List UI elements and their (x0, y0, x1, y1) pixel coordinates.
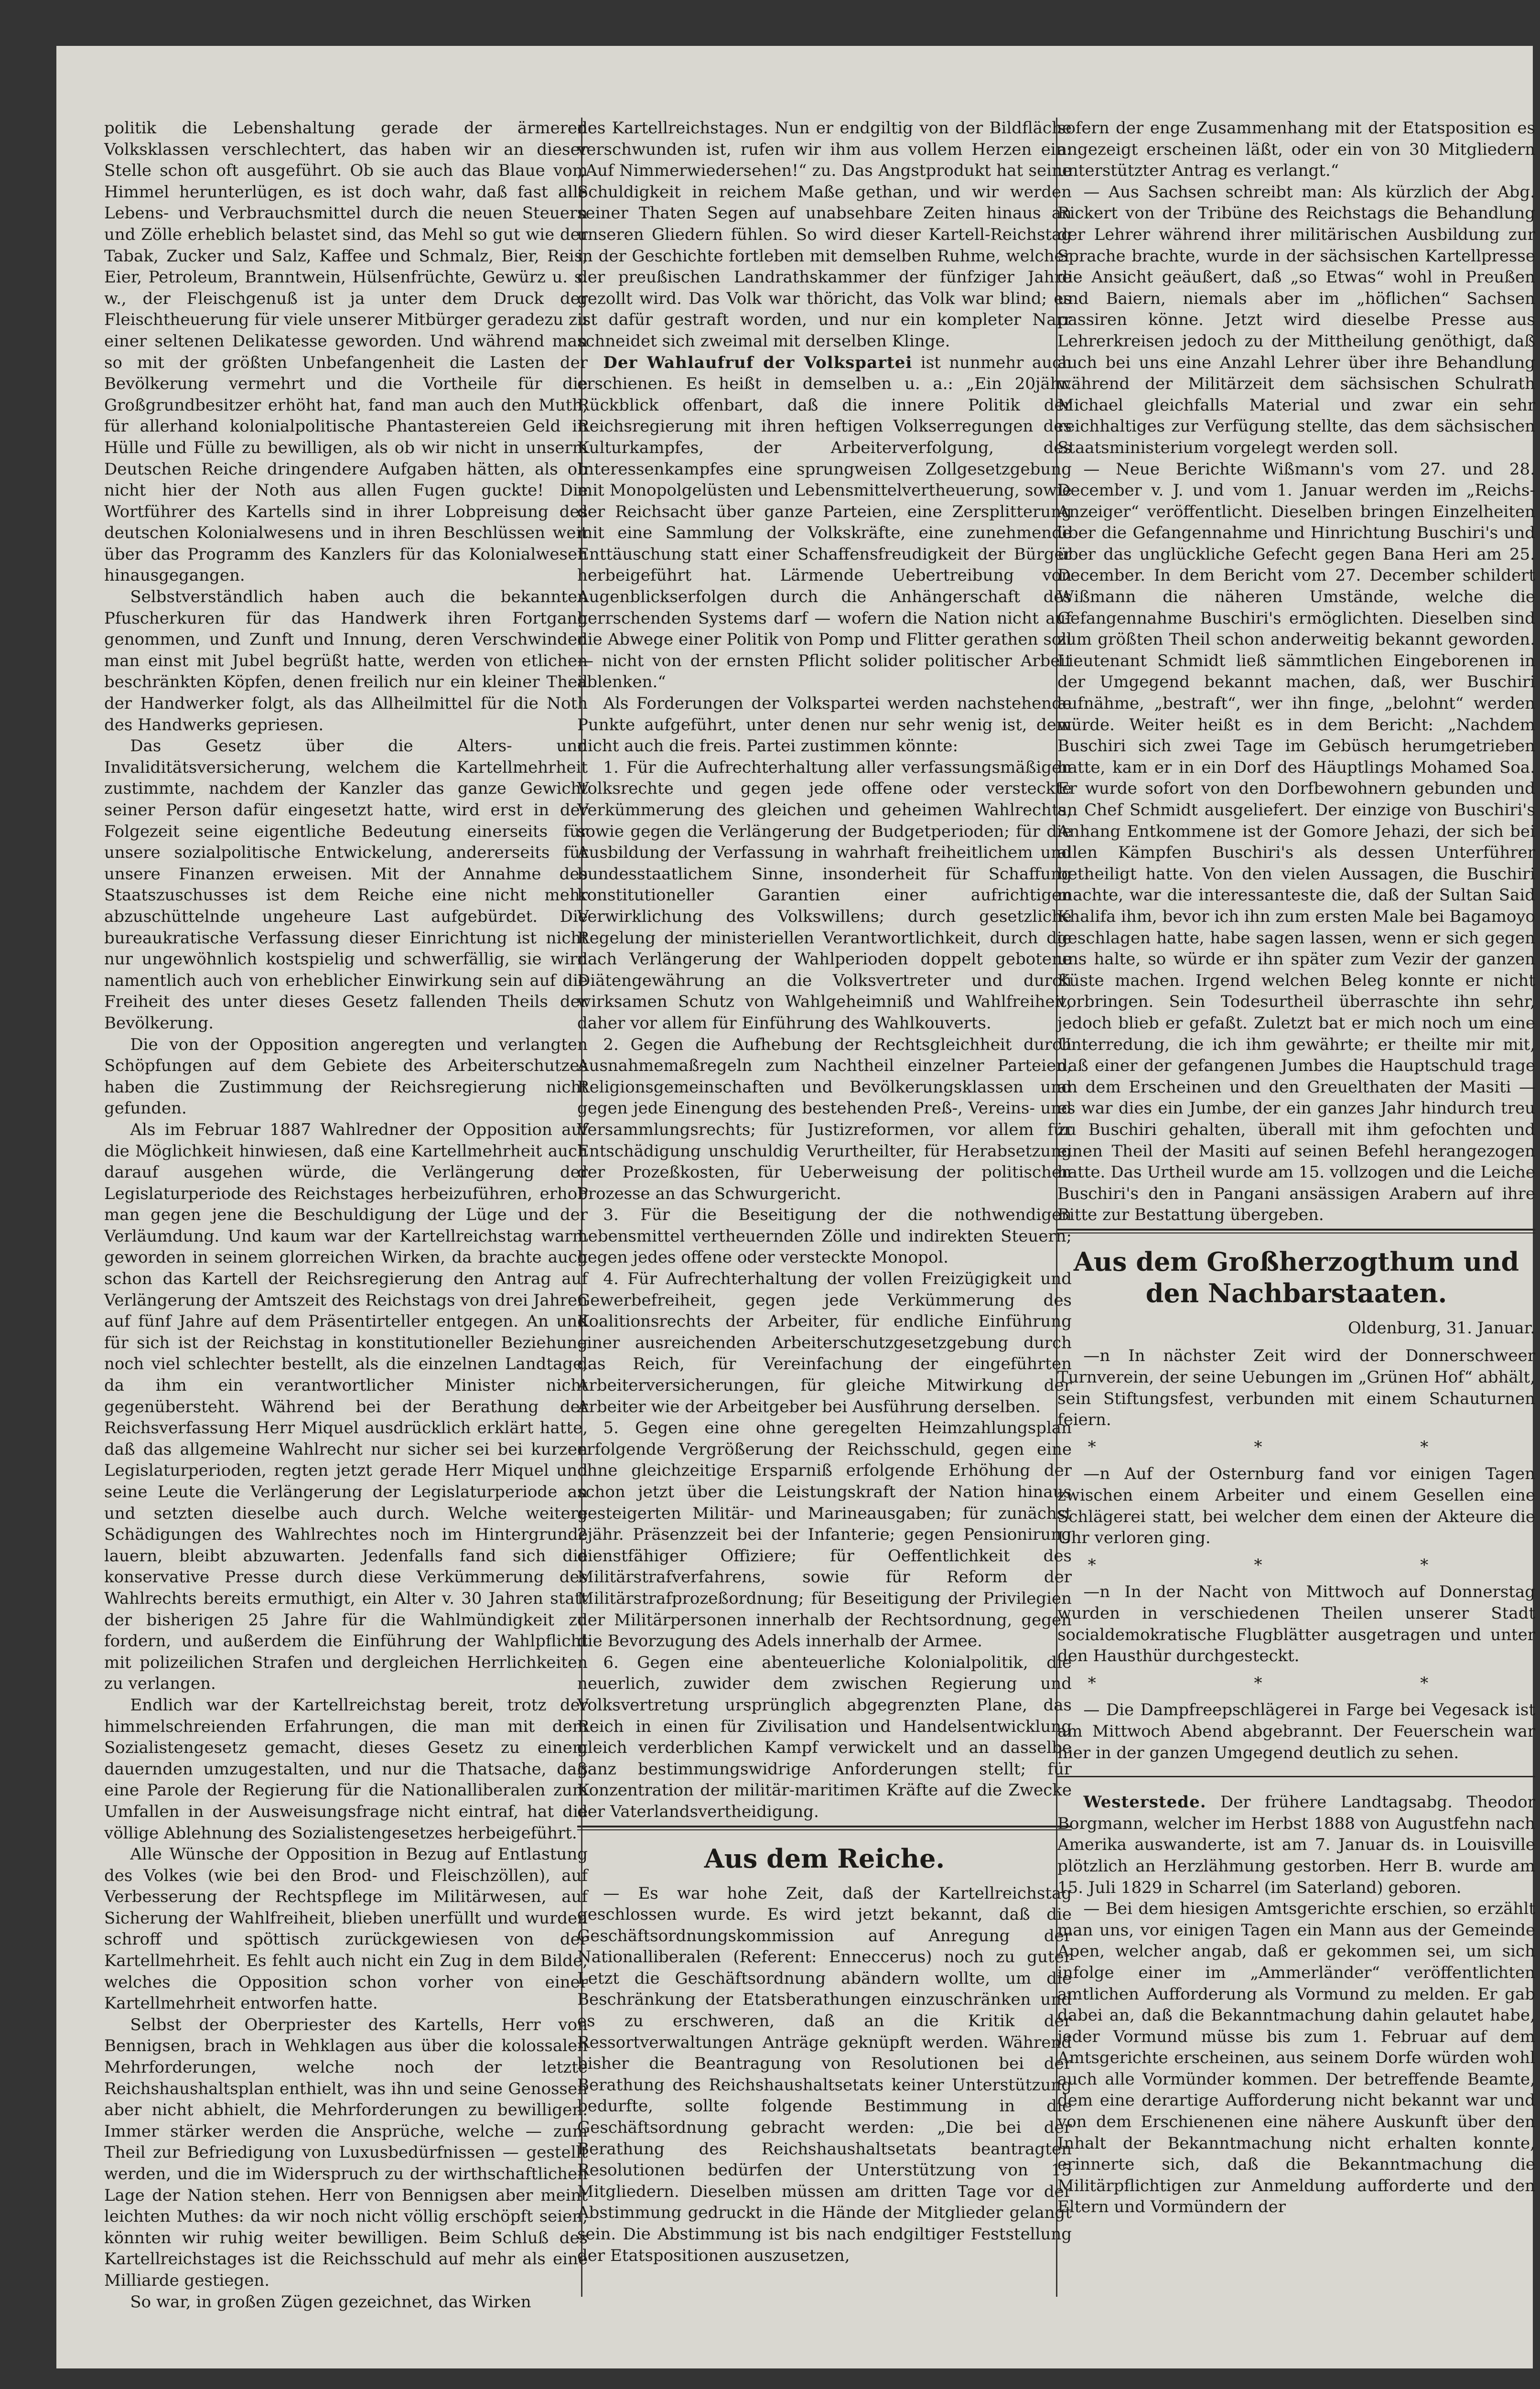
paragraph: — Es war hohe Zeit, daß der Kartellreichstag geschlossen wurde. Es wird jetzt bekannt, daß die Geschäftsordnungskommission auf Anregung der Nationalliberalen (Referent: Enneccerus) noch zu guter Letzt die Geschäftsordnung abändern wollte, um die Beschränkung der Etatsberathungen einzuschränken und es zu erschweren, daß an die Kritik der Ressortverwaltungen Anträge geknüpft werden. Während bisher die Beantragung von Resolutionen bei der Berathung des Reichshaushaltsetats keiner Unterstützung bedurfte, sollte folgende Bestimmung in die Geschäftsordnung gebracht werden: „Die bei der Berathung des Reichshaushaltsetats beantragten Resolutionen bedürfen der Unterstützung von 15 Mitgliedern. Dieselben müssen am dritten Tage vor der Abstimmung gedruckt in die Hände der Mitglieder gelangt sein. Die Abstimmung ist bis nach endgiltiger Feststellung der Etatspositionen auszusetzen, (577, 1883, 1072, 2265)
column-3 (1057, 118, 1535, 2297)
paragraph: Endlich war der Kartellreichstag bereit, trotz der himmelschreienden Erfahrungen, die man mit dem Sozialistengesetz gemacht, dieses Gesetz zu einem dauernden umzugestalten, und nur die Thatsache, daß eine Parole der Regierung für die Nationalliberalen zum Umfallen in der Ausweisungsfrage nicht eintraf, hat die völlige Ablehnung des Sozialistengesetzes herbeigeführt. (104, 1695, 588, 1843)
paragraph: — Aus Sachsen schreibt man: Als kürzlich der Abg. Rickert von der Tribüne des Reichstags die Behandlung der Lehrer während ihrer militärischen Ausbildung zur Sprache brachte, wurde in der sächsischen Kartellpresse die Ansicht geäußert, daß „so Etwas“ wohl in Preußen und Baiern, niemals aber im „höflichen“ Sachsen passiren könne. Jetzt wird dieselbe Presse aus Lehrerkreisen jedoch zu der Mittheilung genöthigt, daß auch bei uns eine Anzahl Lehrer über ihre Behandlung während der Militärzeit dem sächsischen Schulrath Michael gleichfalls Material und zwar ein sehr reichhaltiges zur Verfügung stellte, das dem sächsischen Staatsministerium vorgelegt werden soll. (1057, 182, 1535, 457)
separator-stars: * * * (1088, 1673, 1505, 1693)
paragraph: So war, in großen Zügen gezeichnet, das Wirken (130, 2292, 531, 2312)
paragraph: Das Gesetz über die Alters- und Invaliditätsversicherung, welchem die Kartellmehrheit zustimmte, nachdem der Kanzler das ganze Gewicht seiner Person dafür eingesetzt hatte, wird erst in der Folgezeit seine eigentliche Bedeutung einerseits für unsere sozialpolitische Entwickelung, andererseits für unsere Finanzen erweisen. Mit der Annahme des Staatszuschusses ist dem Reiche eine nicht mehr abzuschüttelnde ungeheure Last aufgebürdet. Die bureaukratische Verfassung dieser Einrichtung ist nicht nur ungewöhnlich kostspielig und schwerfällig, sie wird namentlich auch von erheblicher Einwirkung sein auf die Freiheit des unter dieses Gesetz fallenden Theils der Bevölkerung. (104, 736, 588, 1033)
paragraph: Als im Februar 1887 Wahlredner der Opposition auf die Möglichkeit hinwiesen, daß eine Kartellmehrheit auch darauf ausgehen würde, die Verlängerung der Legislaturperiode des Reichstages herbeizuführen, erhob man gegen jene die Beschuldigung der Lüge und der Verläumdung. Und kaum war der Kartellreichstag warm geworden in seinem glorreichen Wirken, da brachte auch schon das Kartell der Reichsregierung den Antrag auf Verlängerung der Amtszeit des Reichstags von drei Jahren auf fünf Jahre auf dem Präsentirteller entgegen. An und für sich ist der Reichstag in konstitutioneller Beziehung noch viel schlechter bestellt, als die einzelnen Landtage, da ihm ein verantwortlicher Minister nicht gegenübersteht. Während bei der Berathung der Reichsverfassung Herr Miquel ausdrücklich erklärt hatte, daß das allgemeine Wahlrecht nur sicher sei bei kurzen Legislaturperioden, regten jetzt gerade Herr Miquel und seine Leute die Verlängerung der Legislaturperiode an und setzten dieselbe auch durch. Welche weitere Schädigungen des Wahlrechtes noch im Hintergrunde lauern, bleibt abzuwarten. Jedenfalls fand sich die konservative Presse durch diese Verkümmerung des Wahlrechts bereits ermuthigt, ein Alter v. 30 Jahren statt der bisherigen 25 Jahre für die Wahlmündigkeit zu fordern, und außerdem die Einführung der Wahlpflicht mit polizeilichen Strafen und dergleichen Herrlichkeiten zu verlangen. (104, 1120, 588, 1694)
list-item: 5. Gegen eine ohne geregelten Heimzahlungsplan erfolgende Vergrößerung der Reichsschuld, gegen eine ohne gleichzeitige Ersparniß erfolgende Erhöhung der schon jetzt über die Leistungskraft der Nation hinaus gesteigerten Militär- und Marineausgaben; für zunächst 2jähr. Präsenzzeit bei der Infanterie; gegen Pensionirung dienstfähiger Offiziere; für Oeffentlichkeit des Militärstrafverfahrens, sowie für Reform der Militärstrafprozeßordnung; für Beseitigung der Privilegien der Militärpersonen innerhalb der Rechtsordnung, gegen die Bevorzugung des Adels innerhalb der Armee. (577, 1418, 1072, 1651)
news-item: —n Auf der Osternburg fand vor einigen Tagen zwischen einem Arbeiter und einem Gesellen eine Schlägerei statt, bei welcher dem einen der Akteure die Uhr verloren ging. (1057, 1464, 1535, 1548)
separator-stars: * * * (1088, 1437, 1505, 1457)
section-rule (577, 1829, 1072, 1830)
wahlaufruf-paragraph (577, 352, 1072, 693)
news-item-westerstede (1057, 1792, 1535, 1898)
separator-rule (1057, 1776, 1535, 1777)
list-item: 1. Für die Aufrechterhaltung aller verfassungsmäßigen Volksrechte und gegen jede offene oder versteckte Verkümmerung des gleichen und geheimen Wahlrechts, sowie gegen die Verlängerung der Budgetperioden; für die Ausbildung der Verfassung in wahrhaft freiheitlichem und bundesstaatlichem Sinne, insonderheit für Schaffung konstitutioneller Garantien einer aufrichtigen Verwirklichung des Volkswillens; durch gesetzliche Regelung der ministeriellen Verantwortlichkeit, durch die nach Verlängerung der Wahlperioden doppelt gebotene Diätengewährung an die Volksvertreter und durch wirksamen Schutz von Wahlgeheimniß und Wahlfreiheit, daher vor allem für Einführung des Wahlkouverts. (577, 757, 1072, 1033)
paragraph: Alle Wünsche der Opposition in Bezug auf Entlastung des Volkes (wie bei den Brod- und Fleischzöllen), auf Verbesserung der Rechtspflege im Militärwesen, auf Sicherung der Wahlfreiheit, blieben unerfüllt und wurden schroff und spöttisch zurückgewiesen von der Kartellmehrheit. Es fehlt auch nicht ein Zug in dem Bilde, welches die Opposition schon vorher von einer Kartellmehrheit entworfen hatte. (104, 1845, 588, 2013)
newspaper-page (56, 46, 1533, 2368)
news-item: — Die Dampfreepschlägerei in Farge bei Vegesack ist am Mittwoch Abend abgebrannt. Der Feuerschein war hier in der ganzen Umgegend deutlich zu sehen. (1057, 1700, 1535, 1762)
list-item: 2. Gegen die Aufhebung der Rechtsgleichheit durch Ausnahmemaßregeln zum Nachtheil einzelner Parteien, Religionsgemeinschaften und Bevölkerungsklassen und gegen jede Einengung des bestehenden Preß-, Vereins- und Versammlungsrechts; für Justizreformen, vor allem für Entschädigung unschuldig Verurtheilter, für Herabsetzung der Prozeßkosten, für Ueberweisung der politischen Prozesse an das Schwurgericht. (577, 1035, 1072, 1203)
place-lead: Westerstede. (1083, 1793, 1206, 1812)
column-1 (104, 118, 588, 2312)
column-2 (577, 118, 1072, 2297)
list-item: 4. Für Aufrechterhaltung der vollen Freizügigkeit und Gewerbefreiheit, gegen jede Verkümmerung des Koalitionsrechts der Arbeiter, für endliche Einführung einer ausreichenden Arbeiterschutzgesetzgebung durch das Reich, für Vereinfachung der eingeführten Arbeiterversicherungen, für gleiche Mitwirkung der Arbeiter wie der Arbeitgeber bei Ausführung derselben. (577, 1269, 1072, 1416)
section-rule (1057, 1229, 1535, 1231)
section-rule (577, 1826, 1072, 1827)
section-heading-reich: Aus dem Reiche. (704, 1843, 945, 1874)
list-item: 3. Für die Beseitigung der die nothwendigen Lebensmittel vertheuernden Zölle und indirekten Steuern; gegen jedes offene oder versteckte Monopol. (577, 1205, 1072, 1267)
separator-stars: * * * (1088, 1555, 1505, 1575)
section-rule (1057, 1232, 1535, 1233)
wahlaufruf-text: ist nunmehr auch erschienen. Es heißt in demselben u. a.: „Ein 20jähr. Rückblick offenbart, daß die innere Politik der Reichsregierung mit ihren heftigen Volkserregungen des Kulturkampfes, der Arbeiterverfolgung, des Interessenkampfes eine sprungweisen Zollgesetzgebung mit Monopolgelüsten und Lebensmittelvertheuerung, sowie der Reichsacht über ganze Parteien, eine Zersplitterung mit eine Sammlung der Volkskräfte, eine zunehmende Enttäuschung statt einer Schaffensfreudigkeit der Bürger herbeigeführt hat. Lärmende Uebertreibung von Augenblickserfolgen durch die Anhängerschaft des herrschenden Systems darf — wofern die Nation nicht auf die Abwege einer Politik von Pomp und Flitter gerathen soll — nicht von der ernsten Pflicht solider politischer Arbeit ablenken.“ (577, 353, 1072, 692)
wahlaufruf-title: Der Wahlaufruf der Volkspartei (603, 353, 913, 372)
paragraph: Als Forderungen der Volkspartei werden nachstehende Punkte aufgeführt, unter denen nur sehr wenig ist, dem nicht auch die freis. Partei zustimmen könnte: (577, 694, 1072, 756)
news-item: —n In der Nacht von Mittwoch auf Donnerstag wurden in verschiedenen Theilen unserer Stadt socialdemokratische Flugblätter ausgetragen und unter den Hausthür durchgesteckt. (1057, 1582, 1535, 1666)
list-item: 6. Gegen eine abenteuerliche Kolonialpolitik, die neuerlich, zuwider dem zwischen Regierung und Volksvertretung ursprünglich abgegrenzten Plane, das Reich in einen für Zivilisation und Handelsentwicklung gleich verderblichen Kampf verwickelt und an dasselbe ganz bestimmungswidrige Anforderungen stellt; für Konzentration der militär-maritimen Kräfte auf die Zwecke der Vaterlandsvertheidigung. (577, 1653, 1072, 1821)
news-item: —n In nächster Zeit wird der Donnerschweer Turnverein, der seine Uebungen im „Grünen Hof“ abhält, sein Stiftungsfest, verbunden mit einem Schauturnen feiern. (1057, 1346, 1535, 1430)
paragraph: des Kartellreichstages. Nun er endgiltig von der Bildfläche verschwunden ist, rufen wir ihm aus vollem Herzen ein: „Auf Nimmerwiedersehen!“ zu. Das Angstprodukt hat seine Schuldigkeit in reichem Maße gethan, und wir werden seiner Thaten Segen auf unabsehbare Zeiten hinaus an unseren Gliedern fühlen. So wird dieser Kartell-Reichstag in der Geschichte fortleben mit demselben Ruhme, welcher der preußischen Landrathskammer der fünfziger Jahre gezollt wird. Das Volk war thöricht, das Volk war blind; es ist dafür gestraft worden, und nur ein kompleter Narr schneidet sich zweimal mit derselben Klinge. (577, 119, 1072, 351)
news-item: — Bei dem hiesigen Amtsgerichte erschien, so erzählt man uns, vor einigen Tagen ein Mann aus der Gemeinde Apen, welcher angab, daß er gekommen sei, um sich infolge einer im „Ammerländer“ veröffentlichten amtlichen Aufforderung als Vormund zu melden. Er gab dabei an, daß die Bekanntmachung dahin gelautet habe, jeder Vormund müsse bis zum 1. Februar auf dem Amtsgerichte erscheinen, aus seinem Dorfe würden wohl auch alle Vormünder kommen. Der betreffende Beamte, dem eine derartige Aufforderung nicht bekannt war und von dem Erschienenen eine nähere Auskunft über den Inhalt der Bekanntmachung nicht erhalten konnte, erinnerte sich, daß die Bekanntmachung die Militärpflichtigen zur Anmeldung aufforderte und den Eltern und Vormündern der (1057, 1899, 1535, 2217)
paragraph: sofern der enge Zusammenhang mit der Etatsposition es angezeigt erscheinen läßt, oder ein von 30 Mitgliedern unterstützter Antrag es verlangt.“ (1057, 119, 1535, 181)
paragraph: Die von der Opposition angeregten und verlangten Schöpfungen auf dem Gebiete des Arbeiterschutzes haben die Zustimmung der Reichsregierung nicht gefunden. (104, 1035, 588, 1118)
section-heading-grossherzogthum: Aus dem Großherzogthum und den Nachbarstaaten. (1073, 1246, 1519, 1308)
paragraph: Selbstverständlich haben auch die bekannten Pfuscherkuren für das Handwerk ihren Fortgang genommen, und Zunft und Innung, deren Verschwinden man einst mit Jubel begrüßt hatte, werden von etlichen beschränkten Köpfen, denen freilich nur ein kleiner Theil der Handwerker folgt, als das Allheilmittel für die Noth des Handwerks gepriesen. (104, 587, 588, 735)
dateline: Oldenburg, 31. Januar. (1348, 1318, 1535, 1338)
paragraph: politik die Lebenshaltung gerade der ärmeren Volksklassen verschlechtert, das haben wir an dieser Stelle schon oft ausgeführt. Ob sie auch das Blaue vom Himmel herunterlügen, es ist doch wahr, daß fast alle Lebens- und Verbrauchsmittel durch die neuen Steuern und Zölle erheblich belastet sind, das Mehl so gut wie der Tabak, Zucker und Salz, Kaffee und Schmalz, Bier, Reis, Eier, Petroleum, Branntwein, Hülsenfrüchte, Gewürz u. s. w., der Fleischgenuß ist ja unter dem Druck der Fleischtheuerung für viele unserer Mitbürger geradezu zu einer seltenen Delikatesse geworden. Und während man so mit der größten Unbefangenheit die Lasten der Bevölkerung vermehrt und die Vortheile für die Großgrundbesitzer erhöht hat, fand man auch den Muth, für allerhand kolonialpolitische Phantastereien Geld in Hülle und Fülle zu bewilligen, als ob wir nicht in unserm Deutschen Reiche dringendere Aufgaben hätten, als ob nicht hier der Noth aus allen Fugen guckte! Die Wortführer des Kartells sind in ihrer Lobpreisung des deutschen Kolonialwesens und in ihren Beschlüssen weit über das Programm des Kanzlers für das Kolonialwesen hinausgegangen. (104, 119, 588, 585)
paragraph: — Neue Berichte Wißmann's vom 27. und 28. December v. J. und vom 1. Januar werden im „Reichs-Anzeiger“ veröffentlicht. Dieselben bringen Einzelheiten über die Gefangennahme und Hinrichtung Buschiri's und über das unglückliche Gefecht gegen Bana Heri am 25. December. In dem Bericht vom 27. December schildert Wißmann die näheren Umstände, welche die Gefangennahme Buschiri's ermöglichten. Dieselben sind zum größten Theil schon anderweitig bekannt geworden. Lieutenant Schmidt ließ sämmtlichen Eingeborenen in der Umgegend bekannt machen, daß, wer Buschiri aufnähme, „bestraft“, wer ihn finge, „belohnt“ werden würde. Weiter heißt es in dem Bericht: „Nachdem Buschiri sich zwei Tage im Gebüsch herumgetrieben hatte, kam er in ein Dorf des Häuptlings Mohamed Soa. Er wurde sofort von den Dorfbewohnern gebunden und an Chef Schmidt ausgeliefert. Der einzige von Buschiri's Anhang Entkommene ist der Gomore Jehazi, der sich bei allen Kämpfen Buschiri's als dessen Unterführer betheiligt hatte. Von den vielen Aussagen, die Buschiri machte, war die interessanteste die, daß der Sultan Said Khalifa ihm, bevor ich ihn zum ersten Male bei Bagamoyo geschlagen hatte, habe sagen lassen, wenn er sich gegen uns halte, so würde er ihn später zum Vezir der ganzen Küste machen. Irgend welchen Beleg konnte er nicht vorbringen. Sein Todesurtheil überraschte ihn sehr, jedoch blieb er gefaßt. Zuletzt bat er mich noch um eine Unterredung, die ich ihm gewährte; er theilte mir mit, daß einer der gefangenen Jumbes die Hauptschuld trage an dem Erscheinen und den Greuelthaten der Masiti — es war dies ein Jumbe, der ein ganzes Jahr hindurch treu zu Buschiri gehalten, überall mit ihm gefochten und einen Theil der Masiti auf seinen Befehl herangezogen hatte. Das Urtheil wurde am 15. vollzogen und die Leiche Buschiri's den in Pangani ansässigen Arabern auf ihre Bitte zur Bestattung übergeben. (1057, 459, 1535, 1225)
news-text: Der frühere Landtagsabg. Theodor Borgmann, welcher im Herbst 1888 von Augustfehn nach Amerika auswanderte, ist am 7. Januar ds. in Louisville plötzlich an Herzlähmung gestorben. Herr B. wurde am 15. Juli 1829 in Scharrel (im Saterland) geboren. (1057, 1793, 1535, 1897)
paragraph: Selbst der Oberpriester des Kartells, Herr von Bennigsen, brach in Wehklagen aus über die kolossalen Mehrforderungen, welche noch der letzte Reichshaushaltsplan enthielt, was ihn und seine Genossen aber nicht abhielt, die Mehrforderungen zu bewilligen. Immer stärker werden die Ansprüche, welche — zum Theil zur Befriedigung von Luxusbedürfnissen — gestellt werden, und die im Widerspruch zu der wirthschaftlichen Lage der Nation stehen. Herr von Bennigsen aber meint leichten Muthes: da wir noch nicht völlig erschöpft seien, könnten wir ruhig weiter bewilligen. Beim Schluß des Kartellreichstages ist die Reichsschuld auf mehr als eine Milliarde gestiegen. (104, 2015, 588, 2290)
